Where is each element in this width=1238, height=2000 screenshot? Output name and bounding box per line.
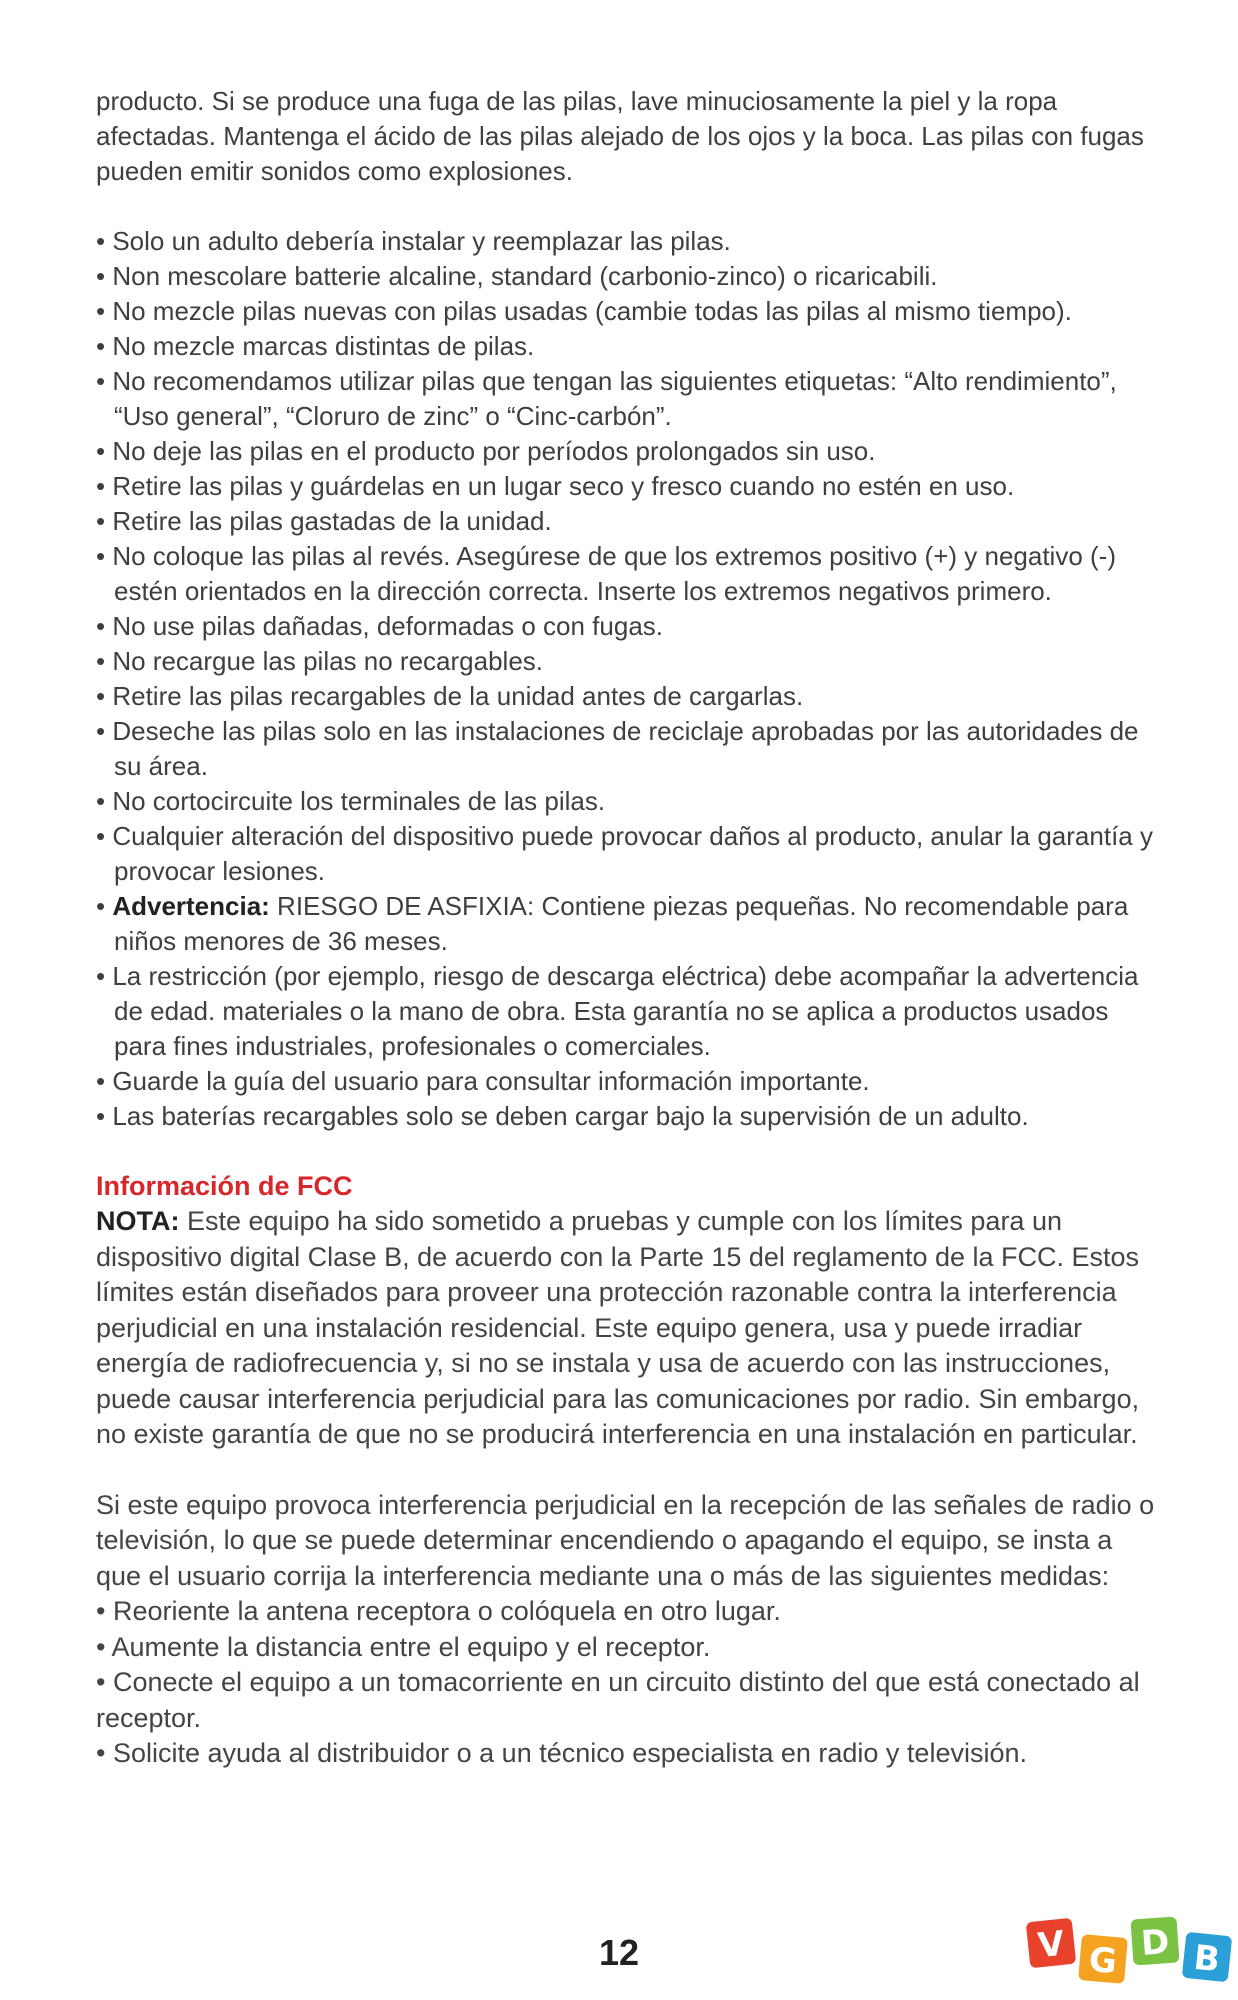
svg-text:B: B — [1191, 1937, 1222, 1981]
fcc-section — [96, 1169, 1156, 1772]
list-item: • Solo un adulto debería instalar y reemplazar las pilas. — [96, 224, 1156, 259]
logo-tile-d — [1130, 1916, 1179, 1965]
fcc-heading: Información de FCC — [96, 1171, 353, 1201]
fcc-note-paragraph — [96, 1204, 1156, 1453]
list-item: • No recargue las pilas no recargables. — [96, 644, 1156, 679]
battery-safety-list — [96, 224, 1156, 1134]
list-item: • Retire las pilas gastadas de la unidad. — [96, 504, 1156, 539]
list-item: • No use pilas dañadas, deformadas o con fugas. — [96, 609, 1156, 644]
list-item: • Guarde la guía del usuario para consultar información importante. — [96, 1064, 1156, 1099]
list-item: • Cualquier alteración del dispositivo puede provocar daños al producto, anular la garantía y provocar lesiones. — [96, 819, 1156, 889]
list-item: • La restricción (por ejemplo, riesgo de descarga eléctrica) debe acompañar la advertencia de edad. materiales o la mano de obra. Esta garantía no se aplica a productos usados para fines industriales, profesionales o comerciales. — [96, 959, 1156, 1064]
svg-text:V: V — [1036, 1923, 1067, 1967]
list-item: • No deje las pilas en el producto por períodos prolongados sin uso. — [96, 434, 1156, 469]
list-item: • Solicite ayuda al distribuidor o a un técnico especialista en radio y televisión. — [96, 1736, 1156, 1772]
fcc-measures-list — [96, 1594, 1156, 1772]
intro-paragraph: producto. Si se produce una fuga de las pilas, lave minuciosamente la piel y la ropa afectadas. Mantenga el ácido de las pilas alejado de los ojos y la boca. Las pilas con fugas pueden emitir sonidos como explosiones. — [96, 86, 1144, 186]
fcc-paragraph-2: Si este equipo provoca interferencia perjudicial en la recepción de las señales de radio o televisión, lo que se puede determinar encendiendo o apagando el equipo, se insta a que el usuario corrija la interferencia mediante una o más de las siguientes medidas: — [96, 1489, 1155, 1591]
svg-text:D: D — [1139, 1922, 1171, 1964]
nota-text: Este equipo ha sido sometido a pruebas y cumple con los límites para un dispositivo digital Clase B, de acuerdo con la Parte 15 del reglamento de la FCC. Estos límites están diseñados para proveer una protección razonable contra la interferencia perjudicial en una instalación residencial. Este equipo genera, usa y puede irradiar energía de radiofrecuencia y, si no se instala y usa de acuerdo con las instrucciones, puede causar interferencia perjudicial para las comunicaciones por radio. Sin embargo, no existe garantía de que no se producirá interferencia en una instalación en particular. — [96, 1206, 1140, 1449]
list-item: • Retire las pilas y guárdelas en un lugar seco y fresco cuando no estén en uso. — [96, 469, 1156, 504]
svg-text:G: G — [1087, 1939, 1119, 1983]
page-number: 12 — [598, 1932, 640, 1973]
list-item: • Retire las pilas recargables de la unidad antes de cargarlas. — [96, 679, 1156, 714]
list-item: • Aumente la distancia entre el equipo y el receptor. — [96, 1630, 1156, 1666]
list-item: • No mezcle pilas nuevas con pilas usadas (cambie todas las pilas al mismo tiempo). — [96, 294, 1156, 329]
list-item: • Deseche las pilas solo en las instalaciones de reciclaje aprobadas por las autoridades de su área. — [96, 714, 1156, 784]
warning-text: RIESGO DE ASFIXIA: Contiene piezas pequeñas. No recomendable para niños menores de 36 meses. — [114, 891, 1129, 956]
list-item: • No cortocircuite los terminales de las pilas. — [96, 784, 1156, 819]
logo-tile-b — [1182, 1932, 1233, 1983]
warning-label: Advertencia: — [112, 891, 270, 921]
warning-item — [96, 889, 1156, 959]
list-item: • No coloque las pilas al revés. Asegúrese de que los extremos positivo (+) y negativo (-) estén orientados en la dirección correcta. Inserte los extremos negativos primero. — [96, 539, 1156, 609]
manual-page — [96, 84, 1156, 1772]
vgdb-logo-icon — [1026, 1912, 1234, 1988]
list-item: • Conecte el equipo a un tomacorriente en un circuito distinto del que está conectado al receptor. — [96, 1665, 1156, 1736]
list-item: • No mezcle marcas distintas de pilas. — [96, 329, 1156, 364]
list-item: • Las baterías recargables solo se deben cargar bajo la supervisión de un adulto. — [96, 1099, 1156, 1134]
logo-tile-v — [1026, 1918, 1076, 1969]
list-item: • Reoriente la antena receptora o colóquela en otro lugar. — [96, 1594, 1156, 1630]
nota-label: NOTA: — [96, 1206, 180, 1236]
list-item: • No recomendamos utilizar pilas que tengan las siguientes etiquetas: “Alto rendimiento”, “Uso general”, “Cloruro de zinc” o “Cinc-carbón”. — [96, 364, 1156, 434]
list-item: • Non mescolare batterie alcaline, standard (carbonio-zinco) o ricaricabili. — [96, 259, 1156, 294]
logo-tile-g — [1078, 1934, 1128, 1984]
